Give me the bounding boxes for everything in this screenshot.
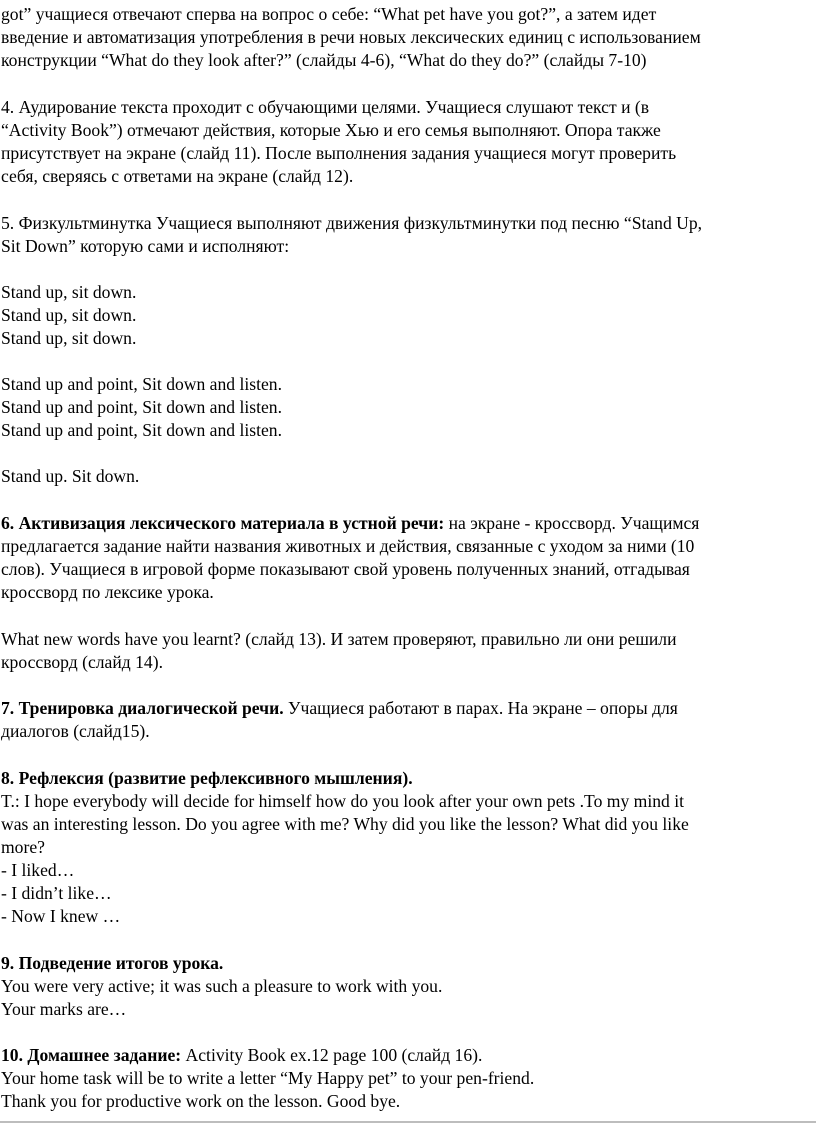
section-10-heading-line [1, 1044, 482, 1067]
section-9-heading-line [1, 952, 223, 975]
paragraph-line: Sit Down” которую сами и исполняют: [1, 236, 290, 256]
paragraph-line: Your home task will be to write a letter “My Happy pet” to your pen-friend. [1, 1068, 535, 1088]
paragraph-line: кроссворд по лексике урока. [1, 582, 214, 602]
section-7-heading-line [1, 697, 678, 720]
paragraph-line: введение и автоматизация употребления в речи новых лексических единиц с использованием [1, 27, 701, 47]
section-8-heading-line [1, 767, 413, 790]
page-bottom-divider [0, 1121, 816, 1123]
section-10-title: 10. Домашнее задание: [1, 1045, 182, 1065]
paragraph-line: “Activity Book”) отмечают действия, которые Хью и его семья выполняют. Опора также [1, 120, 661, 140]
paragraph-line: присутствует на экране (слайд 11). После выполнения задания учащиеся могут проверить [1, 143, 677, 163]
song-line: Stand up and point, Sit down and listen. [1, 397, 283, 417]
song-line: Stand up and point, Sit down and listen. [1, 420, 283, 440]
section-7-text: Учащиеся работают в парах. На экране – опоры для [283, 698, 678, 718]
song-line: Stand up. Sit down. [1, 466, 140, 486]
paragraph-line: was an interesting lesson. Do you agree with me? Why did you like the lesson? What did you like [1, 814, 689, 834]
paragraph-line: You were very active; it was such a pleasure to work with you. [1, 976, 443, 996]
section-6-text: на экране - кроссворд. Учащимся [444, 513, 700, 533]
list-item: - I liked… [1, 860, 75, 880]
section-6-title: 6. Активизация лексического материала в устной речи: [1, 513, 445, 533]
song-line: Stand up, sit down. [1, 328, 137, 348]
paragraph-line: конструкции “What do they look after?” (слайды 4-6), “What do they do?” (слайды 7-10) [1, 50, 647, 70]
song-line: Stand up, sit down. [1, 282, 137, 302]
paragraph-line: What new words have you learnt? (слайд 13). И затем проверяют, правильно ли они решили [1, 629, 677, 649]
section-10-text: Activity Book ex.12 page 100 (слайд 16). [181, 1045, 483, 1065]
paragraph-line: got” учащиеся отвечают сперва на вопрос о себе: “What pet have you got?”, а затем идет [1, 4, 657, 24]
section-7-title: 7. Тренировка диалогической речи. [1, 698, 284, 718]
section-9-title: 9. Подведение итогов урока. [1, 953, 224, 973]
paragraph-line: предлагается задание найти названия животных и действия, связанные с уходом за ними (10 [1, 536, 695, 556]
paragraph-line: кроссворд (слайд 14). [1, 652, 163, 672]
paragraph-line: слов). Учащиеся в игровой форме показывают свой уровень полученных знаний, отгадывая [1, 559, 690, 579]
song-line: Stand up and point, Sit down and listen. [1, 374, 283, 394]
paragraph-line: диалогов (слайд15). [1, 721, 150, 741]
paragraph-line: more? [1, 837, 45, 857]
paragraph-line: 4. Аудирование текста проходит с обучающими целями. Учащиеся слушают текст и (в [1, 97, 650, 117]
section-6-heading-line [1, 512, 699, 535]
list-item: - I didn’t like… [1, 883, 112, 903]
paragraph-line: Thank you for productive work on the lesson. Good bye. [1, 1091, 401, 1111]
paragraph-line: T.: I hope everybody will decide for himself how do you look after your own pets .To my mind it [1, 791, 684, 811]
paragraph-line: Your marks are… [1, 999, 127, 1019]
list-item: - Now I knew … [1, 906, 121, 926]
paragraph-line: себя, сверяясь с ответами на экране (слайд 12). [1, 166, 354, 186]
paragraph-line: 5. Физкультминутка Учащиеся выполняют движения физкультминутки под песню “Stand Up, [1, 213, 703, 233]
section-8-title: 8. Рефлексия (развитие рефлексивного мышления). [1, 768, 413, 788]
song-line: Stand up, sit down. [1, 305, 137, 325]
